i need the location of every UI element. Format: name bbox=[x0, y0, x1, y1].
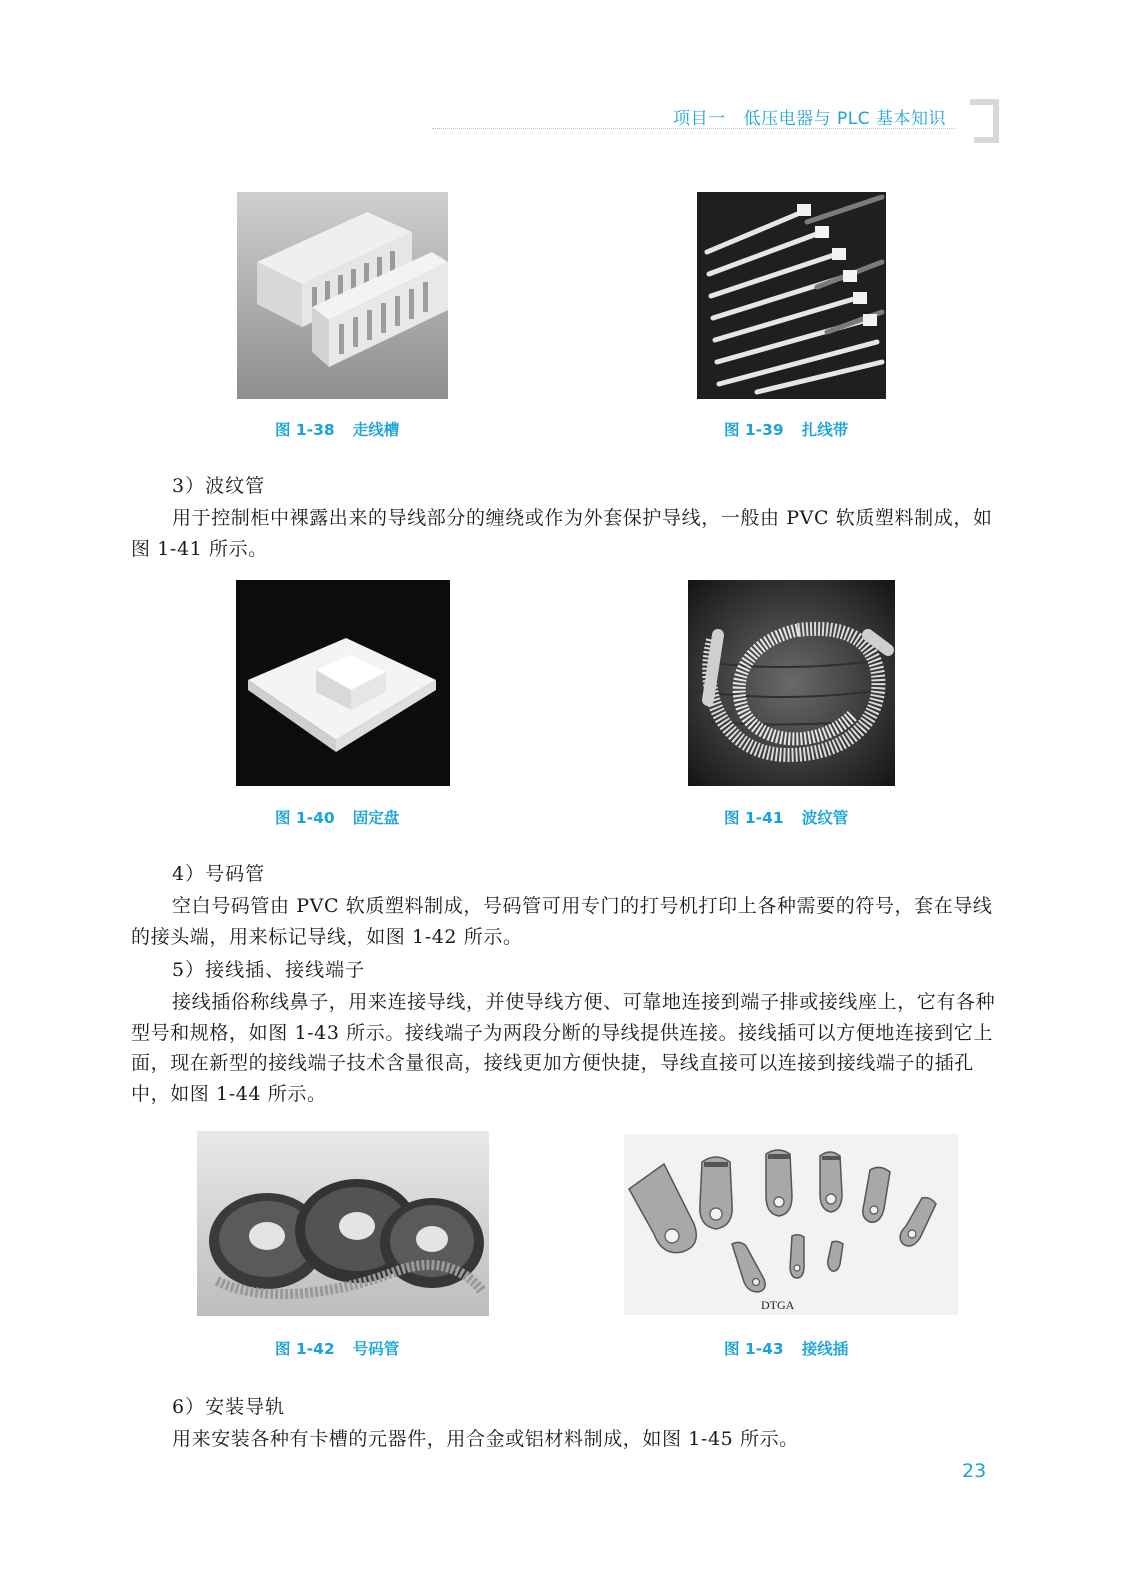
figure-corrugated-tube-photo bbox=[688, 580, 895, 786]
section-body-6 bbox=[131, 1424, 1005, 1455]
figure-marker-tube-photo bbox=[197, 1131, 489, 1316]
figure-caption-1-38 bbox=[275, 418, 399, 440]
header-title: 低压电器与 PLC 基本知识 bbox=[743, 109, 946, 129]
figure-caption-1-42 bbox=[275, 1337, 399, 1359]
section-heading-5: 5）接线插、接线端子 bbox=[172, 959, 366, 981]
figure-caption-1-40 bbox=[275, 806, 399, 828]
section-body-3 bbox=[131, 503, 1005, 564]
header-project: 项目一 bbox=[673, 109, 726, 129]
figure-image-label: DTGA bbox=[761, 1298, 795, 1312]
figure-name: 波纹管 bbox=[801, 809, 849, 827]
section-body-3-text: 用于控制柜中裸露出来的导线部分的缠绕或作为外套保护导线，一般由 PVC 软质塑料制成，如图 1-41 所示。 bbox=[131, 507, 993, 560]
figure-name: 固定盘 bbox=[352, 809, 400, 827]
figure-name: 接线插 bbox=[801, 1340, 849, 1358]
section-heading-3: 3）波纹管 bbox=[172, 475, 266, 497]
figure-number: 图 1-39 bbox=[724, 421, 784, 439]
figure-cable-ties-photo bbox=[697, 192, 886, 399]
figure-name: 号码管 bbox=[352, 1340, 400, 1358]
figure-number: 图 1-40 bbox=[275, 809, 335, 827]
section-heading-4: 4）号码管 bbox=[172, 863, 266, 885]
section-heading-6: 6）安装导轨 bbox=[172, 1396, 286, 1418]
figure-caption-1-39 bbox=[724, 418, 848, 440]
section-body-4 bbox=[131, 891, 1005, 952]
figure-number: 图 1-38 bbox=[275, 421, 335, 439]
corner-bracket-icon bbox=[966, 96, 1002, 146]
page-number: 23 bbox=[962, 1460, 987, 1482]
figure-wiring-duct-photo bbox=[237, 192, 448, 399]
figure-name: 走线槽 bbox=[352, 421, 400, 439]
figure-caption-1-41 bbox=[724, 806, 848, 828]
figure-mounting-base-photo bbox=[236, 580, 450, 786]
figure-name: 扎线带 bbox=[801, 421, 849, 439]
figure-number: 图 1-42 bbox=[275, 1340, 335, 1358]
figure-number: 图 1-41 bbox=[724, 809, 784, 827]
section-body-6-text: 用来安装各种有卡槽的元器件，用合金或铝材料制成，如图 1-45 所示。 bbox=[172, 1428, 799, 1450]
section-body-4-text: 空白号码管由 PVC 软质塑料制成，号码管可用专门的打号机打印上各种需要的符号，套在导线的接头端，用来标记导线，如图 1-42 所示。 bbox=[131, 895, 993, 948]
section-body-5 bbox=[131, 987, 1005, 1109]
header-dotted-rule bbox=[432, 128, 956, 129]
figure-number: 图 1-43 bbox=[724, 1340, 784, 1358]
section-body-5-text: 接线插俗称线鼻子，用来连接导线，并使导线方便、可靠地连接到端子排或接线座上，它有各种型号和规格，如图 1-43 所示。接线端子为两段分断的导线提供连接。接线插可以方便地连接到它上面，现在新型的接线端子技术含量很高，接线更加方便快捷，导线直接可以连接到接线端子的插孔中，如图 1-44 所示。 bbox=[131, 991, 996, 1105]
figure-caption-1-43 bbox=[724, 1337, 848, 1359]
running-header bbox=[600, 104, 946, 129]
figure-cable-lug-photo bbox=[624, 1134, 958, 1315]
